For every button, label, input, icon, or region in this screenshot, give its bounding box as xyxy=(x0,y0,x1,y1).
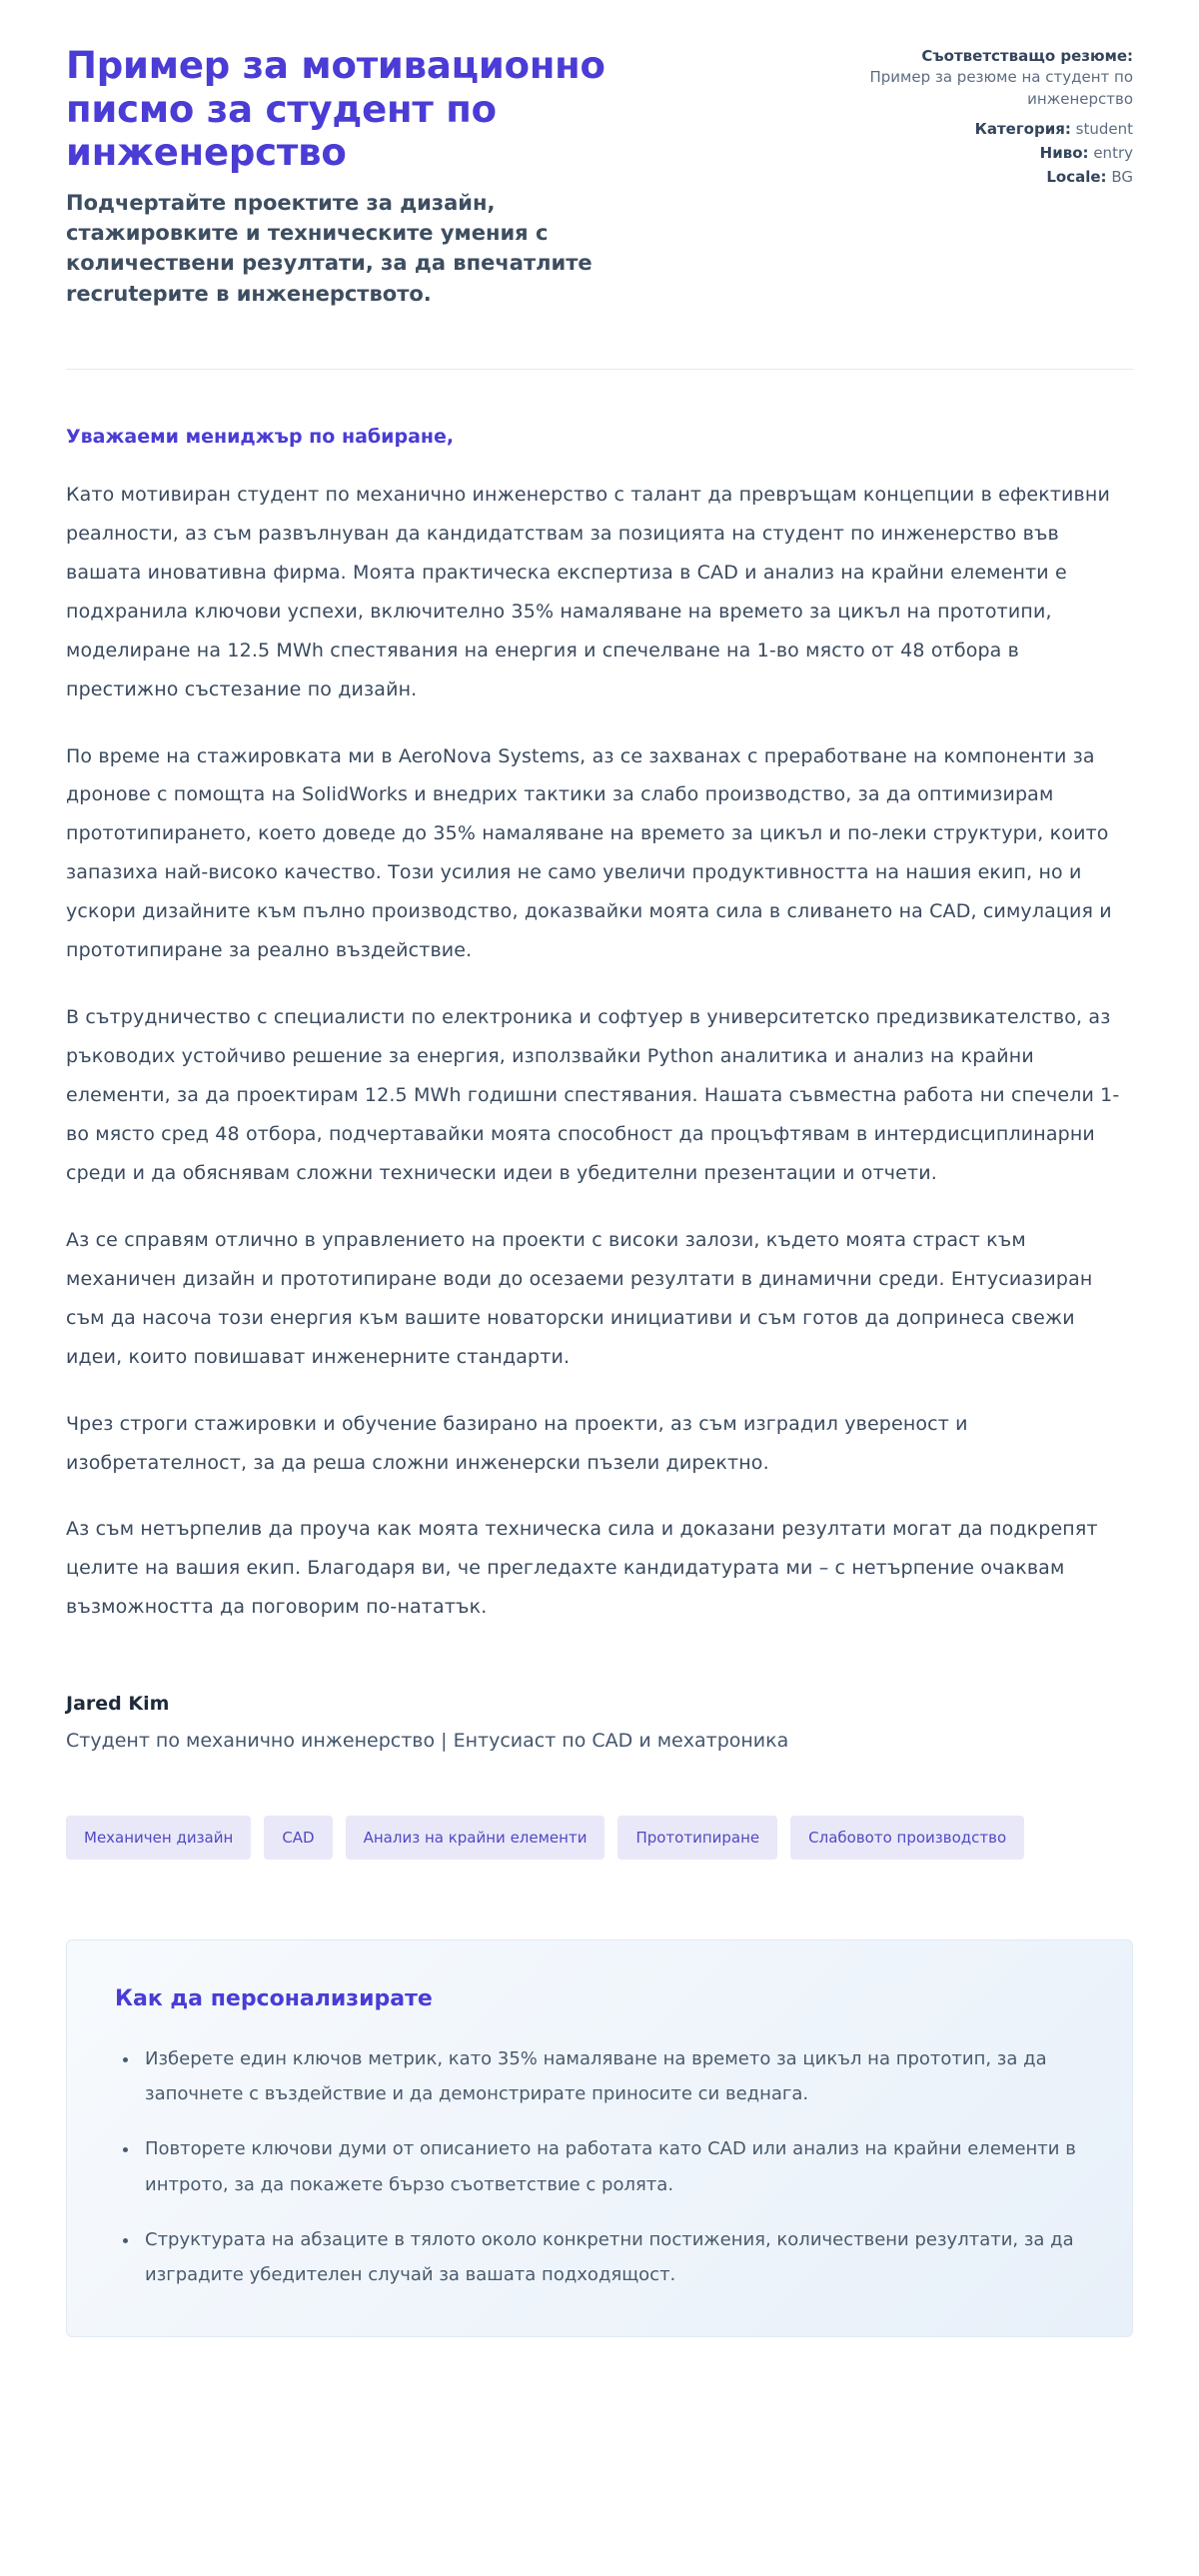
tip-item-2: • Повторете ключови думи от описанието на работата като CAD или анализ на крайни елементи в интрото, за да покажете бързо съответствие с ролята. xyxy=(139,2131,1084,2201)
meta-matching-resume-value: Пример за резюме на студент по инженерство xyxy=(869,68,1133,108)
skill-tag-cad: CAD xyxy=(264,1816,332,1860)
meta-locale xyxy=(857,167,1133,188)
letter-greeting: Уважаеми мениджър по набиране, xyxy=(66,425,455,448)
skill-tags xyxy=(66,1816,1133,1860)
personalization-tips-box xyxy=(66,1939,1133,2337)
skill-tag-prototyping: Прототипиране xyxy=(617,1816,777,1860)
letter-paragraph-3: В сътрудничество с специалисти по електроника и софтуер в университетско предизвикателство, аз ръководих устойчиво решение за енергия, използвайки Python аналитика и анализ на крайни елементи, за да проектирам 12.5 MWh годишни спестявания. Нашата съвместна работа ни спечели 1-во място сред 48 отбора, подчертавайки моята способност да процъфтявам в интердисциплинарни среди и да обяснявам сложни технически идеи в убедителни презентации и отчети. xyxy=(66,1006,1120,1184)
letter-paragraph-5: Чрез строги стажировки и обучение базирано на проекти, аз съм изградил увереност и изобретателност, за да реша сложни инженерски пъзели директно. xyxy=(66,1412,968,1474)
letter-paragraph-6: Аз съм нетърпелив да проуча как моята техническа сила и доказани резултати могат да подкрепят целите на вашия екип. Благодаря ви, че прегледахте кандидатурата ми – с нетърпение очаквам възможността да поговорим по-нататък. xyxy=(66,1518,1098,1619)
meta-level-value: entry xyxy=(1093,144,1133,163)
signature-name: Jared Kim xyxy=(66,1693,170,1716)
meta-matching-resume xyxy=(857,46,1133,110)
meta-level-label: Ниво: xyxy=(1039,144,1089,163)
tips-list xyxy=(115,2041,1084,2292)
letter-paragraph-1: Като мотивиран студент по механично инженерство с талант да превръщам концепции в ефективни реалности, аз съм развълнуван да кандидатствам за позицията на студент по инженерство във вашата иновативна фирма. Моята практическа експертиза в CAD и анализ на крайни елементи е подхранила ключови успехи, включително 35% намаляване на времето за цикъл на прототипи, моделиране на 12.5 MWh спестявания на енергия и спечелване на 1-во място от 48 отбора в престижно състезание по дизайн. xyxy=(66,483,1110,700)
skill-tag-finite-element-analysis: Анализ на крайни елементи xyxy=(346,1816,605,1860)
tip-item-1: • Изберете един ключов метрик, като 35% намаляване на времето за цикъл на прототип, за да започнете с въздействие и да демонстрирате приносите си веднага. xyxy=(139,2041,1084,2111)
meta-category-value: student xyxy=(1075,119,1133,138)
signature-role: Студент по механично инженерство | Ентусиаст по CAD и мехатроника xyxy=(66,1730,789,1753)
letter-body xyxy=(66,426,1133,1752)
page-title: Пример за мотивационно писмо за студент по инженерство xyxy=(66,44,605,175)
meta-level xyxy=(857,143,1133,164)
meta-matching-resume-label: Съответстващо резюме: xyxy=(921,47,1133,65)
header-title-block xyxy=(66,44,625,309)
tips-title: Как да персонализирате xyxy=(115,1986,433,2012)
tip-item-3: • Структурата на абзаците в тялото около конкретни постижения, количествени резултати, за да изградите убедителен случай за вашата подходящост. xyxy=(139,2222,1084,2292)
letter-paragraph-4: Аз се справям отлично в управлението на проекти с високи залози, където моята страст към механичен дизайн и прототипиране води до осезаеми резултати в динамични среди. Ентусиазиран съм да насоча този енергия към вашите новаторски инициативи и съм готов да допринеса свежи идеи, които повишават инженерните стандарти. xyxy=(66,1228,1093,1368)
skill-tag-lean-manufacturing: Слабовото производство xyxy=(790,1816,1024,1860)
page-subtitle: Подчертайте проектите за дизайн, стажировките и техническите умения с количествени резултати, за да впечатлите recruteрите в инженерството. xyxy=(66,190,593,306)
meta-panel xyxy=(857,44,1133,192)
meta-locale-label: Locale: xyxy=(1046,168,1107,187)
header-divider xyxy=(66,369,1133,370)
meta-category xyxy=(857,119,1133,140)
skill-tag-mechanical-design: Механичен дизайн xyxy=(66,1816,251,1860)
meta-locale-value: BG xyxy=(1111,168,1133,187)
page-header xyxy=(66,44,1133,309)
letter-paragraph-2: По време на стажировката ми в AeroNova Systems, аз се захванах с преработване на компоненти за дронове с помощта на SolidWorks и внедрих тактики за слабо производство, за да оптимизирам прототипирането, което доведе до 35% намаляване на времето за цикъл и по-леки структури, които запазиха най-високо качество. Този усилия не само увеличи продуктивността на нашия екип, но и ускори дизайните към пълно производство, доказвайки моята сила в сливането на CAD, симулация и прототипиране за реално въздействие. xyxy=(66,744,1112,962)
meta-category-label: Категория: xyxy=(974,119,1071,138)
